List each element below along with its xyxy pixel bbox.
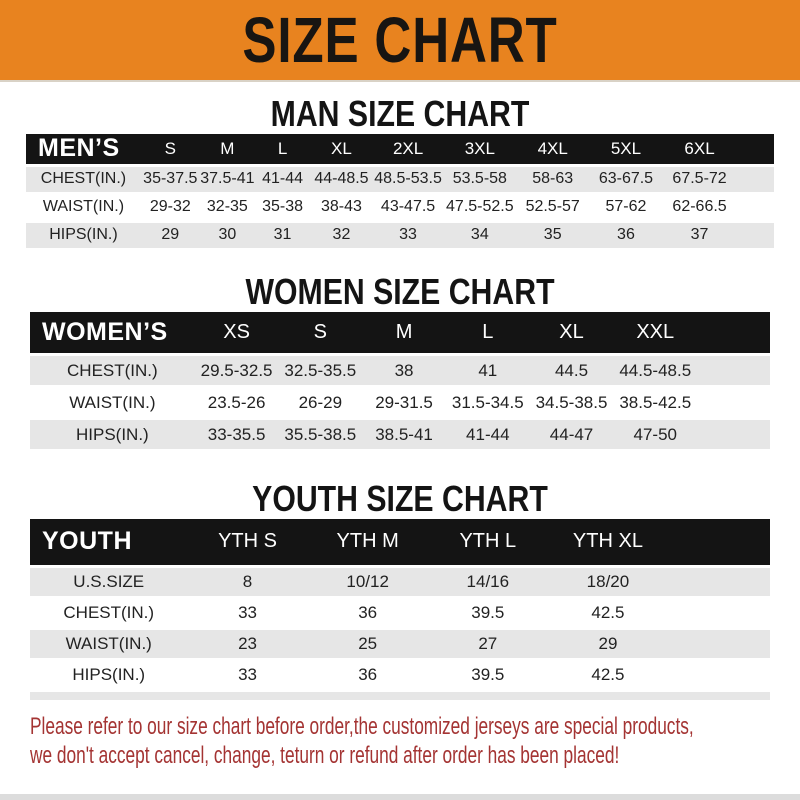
row-label: U.S.SIZE bbox=[73, 571, 145, 591]
table-title: MEN’S bbox=[38, 134, 120, 163]
youth-size-table bbox=[30, 519, 770, 689]
column-header: XL bbox=[331, 138, 352, 158]
size-value: 33-35.5 bbox=[207, 424, 266, 444]
size-value: 29 bbox=[161, 226, 180, 243]
row-label: HIPS(IN.) bbox=[75, 424, 149, 444]
row-label: WAIST(IN.) bbox=[69, 392, 156, 412]
row-label: HIPS(IN.) bbox=[49, 226, 118, 243]
size-value: 34 bbox=[470, 226, 489, 243]
size-value: 62-66.5 bbox=[672, 198, 727, 215]
table-title: WOMEN’S bbox=[42, 317, 168, 346]
column-header: XS bbox=[223, 320, 250, 343]
filler-cell bbox=[697, 387, 770, 419]
column-header: 2XL bbox=[392, 138, 424, 158]
size-value: 42.5 bbox=[591, 602, 625, 622]
table-title: YOUTH bbox=[42, 527, 132, 556]
column-header: S bbox=[164, 138, 176, 158]
size-value: 58-63 bbox=[532, 170, 574, 187]
filler-cell bbox=[697, 355, 770, 387]
size-value: 48.5-53.5 bbox=[374, 170, 442, 187]
filler-cell bbox=[668, 597, 770, 628]
filler-cell bbox=[736, 193, 774, 221]
column-header: 3XL bbox=[464, 138, 495, 158]
filler-cell bbox=[736, 165, 774, 193]
table-row bbox=[30, 355, 770, 387]
column-header: XL bbox=[559, 320, 584, 343]
column-header: L bbox=[482, 320, 494, 343]
filler-cell bbox=[736, 134, 774, 165]
size-value: 39.5 bbox=[471, 664, 505, 684]
size-value: 41-44 bbox=[466, 424, 510, 444]
size-value: 35-37.5 bbox=[143, 170, 198, 187]
notice-line-2: we don't accept cancel, change, teturn or refund after order has been placed! bbox=[30, 741, 620, 769]
column-header: XXL bbox=[636, 320, 675, 343]
size-value: 39.5 bbox=[471, 602, 505, 622]
size-value: 27 bbox=[478, 633, 498, 653]
size-value: 25 bbox=[358, 633, 378, 653]
row-label: CHEST(IN.) bbox=[40, 170, 127, 187]
size-value: 31.5-34.5 bbox=[451, 392, 524, 412]
size-value: 44-47 bbox=[549, 424, 594, 444]
table-bottom-strip bbox=[30, 692, 770, 700]
table-header-row bbox=[30, 312, 770, 355]
size-value: 10/12 bbox=[346, 571, 389, 591]
women-size-section bbox=[0, 272, 800, 450]
youth-size-section bbox=[0, 479, 800, 700]
size-value: 23 bbox=[238, 633, 257, 653]
man-section-heading: MAN SIZE CHART bbox=[270, 93, 530, 134]
size-value: 36 bbox=[617, 226, 635, 243]
column-header: YTH L bbox=[459, 530, 517, 553]
size-value: 41 bbox=[478, 360, 498, 380]
size-value: 38.5-42.5 bbox=[619, 392, 692, 412]
column-header: 5XL bbox=[610, 138, 642, 158]
size-value: 37 bbox=[690, 226, 709, 243]
size-value: 31 bbox=[273, 226, 292, 243]
size-value: 30 bbox=[218, 226, 237, 243]
row-label: CHEST(IN.) bbox=[67, 360, 158, 380]
size-value: 29-31.5 bbox=[375, 392, 433, 412]
row-label: WAIST(IN.) bbox=[65, 633, 152, 653]
size-value: 57-62 bbox=[605, 198, 647, 215]
column-header: YTH XL bbox=[572, 530, 643, 553]
filler-cell bbox=[697, 312, 770, 355]
table-header-row bbox=[26, 134, 774, 165]
table-row bbox=[26, 165, 774, 193]
size-value: 35-38 bbox=[262, 198, 304, 215]
column-header: M bbox=[395, 320, 413, 343]
table-header-row bbox=[30, 519, 770, 566]
size-value: 43-47.5 bbox=[380, 198, 436, 215]
filler-cell bbox=[736, 221, 774, 248]
size-value: 18/20 bbox=[586, 571, 630, 591]
women-size-table bbox=[30, 312, 770, 450]
row-label: CHEST(IN.) bbox=[63, 602, 155, 622]
size-value: 32-35 bbox=[206, 198, 248, 215]
size-value: 37.5-41 bbox=[200, 170, 255, 187]
table-row bbox=[30, 387, 770, 419]
size-value: 44-48.5 bbox=[314, 170, 369, 187]
size-value: 33 bbox=[399, 226, 417, 243]
column-header: L bbox=[277, 138, 288, 158]
notice-line-1: Please refer to our size chart before order,the customized jerseys are special products, bbox=[30, 712, 694, 740]
size-value: 33 bbox=[238, 602, 257, 622]
column-header: YTH S bbox=[218, 530, 277, 553]
size-value: 33 bbox=[238, 664, 257, 684]
size-value: 32 bbox=[332, 226, 351, 243]
size-value: 47-50 bbox=[633, 424, 677, 444]
size-value: 38 bbox=[394, 360, 414, 380]
size-value: 23.5-26 bbox=[207, 392, 266, 412]
size-value: 34.5-38.5 bbox=[535, 392, 608, 412]
size-value: 36 bbox=[358, 602, 378, 622]
size-value: 29.5-32.5 bbox=[200, 360, 273, 380]
filler-cell bbox=[697, 419, 770, 450]
size-value: 8 bbox=[242, 571, 253, 591]
size-value: 44.5-48.5 bbox=[619, 360, 692, 380]
size-value: 42.5 bbox=[591, 664, 625, 684]
size-value: 29 bbox=[598, 633, 618, 653]
table-row bbox=[30, 659, 770, 689]
column-header: M bbox=[220, 138, 235, 158]
size-value: 63-67.5 bbox=[598, 170, 654, 187]
size-value: 32.5-35.5 bbox=[284, 360, 357, 380]
table-row bbox=[30, 566, 770, 597]
youth-section-heading: YOUTH SIZE CHART bbox=[252, 478, 548, 519]
column-header: 4XL bbox=[537, 138, 568, 158]
size-value: 44.5 bbox=[554, 360, 589, 380]
filler-cell bbox=[668, 519, 770, 566]
size-value: 35 bbox=[543, 226, 562, 243]
table-row bbox=[30, 419, 770, 450]
size-value: 47.5-52.5 bbox=[446, 198, 514, 215]
column-header: 6XL bbox=[684, 138, 715, 158]
size-value: 29-32 bbox=[149, 198, 191, 215]
women-section-heading: WOMEN SIZE CHART bbox=[245, 270, 555, 312]
size-value: 53.5-58 bbox=[452, 170, 507, 187]
size-value: 14/16 bbox=[466, 571, 510, 591]
column-header: YTH M bbox=[336, 530, 399, 553]
page-title: SIZE CHART bbox=[242, 4, 558, 76]
banner bbox=[0, 0, 800, 82]
size-value: 26-29 bbox=[298, 392, 343, 412]
size-value: 67.5-72 bbox=[672, 170, 727, 187]
table-row bbox=[26, 193, 774, 221]
filler-cell bbox=[668, 659, 770, 689]
row-label: WAIST(IN.) bbox=[42, 198, 125, 215]
footer-notice bbox=[30, 712, 800, 770]
size-value: 52.5-57 bbox=[525, 198, 580, 215]
men-size-table bbox=[26, 134, 774, 248]
size-value: 35.5-38.5 bbox=[284, 424, 357, 444]
table-row bbox=[26, 221, 774, 248]
size-value: 38.5-41 bbox=[375, 424, 433, 444]
table-row bbox=[30, 597, 770, 628]
column-header: S bbox=[313, 320, 327, 343]
man-size-section bbox=[0, 94, 800, 248]
size-value: 38-43 bbox=[320, 198, 362, 215]
page-bottom-strip bbox=[0, 794, 800, 800]
filler-cell bbox=[668, 628, 770, 659]
row-label: HIPS(IN.) bbox=[72, 664, 146, 684]
table-row bbox=[30, 628, 770, 659]
size-value: 36 bbox=[358, 664, 378, 684]
filler-cell bbox=[668, 566, 770, 597]
size-value: 41-44 bbox=[262, 170, 304, 187]
